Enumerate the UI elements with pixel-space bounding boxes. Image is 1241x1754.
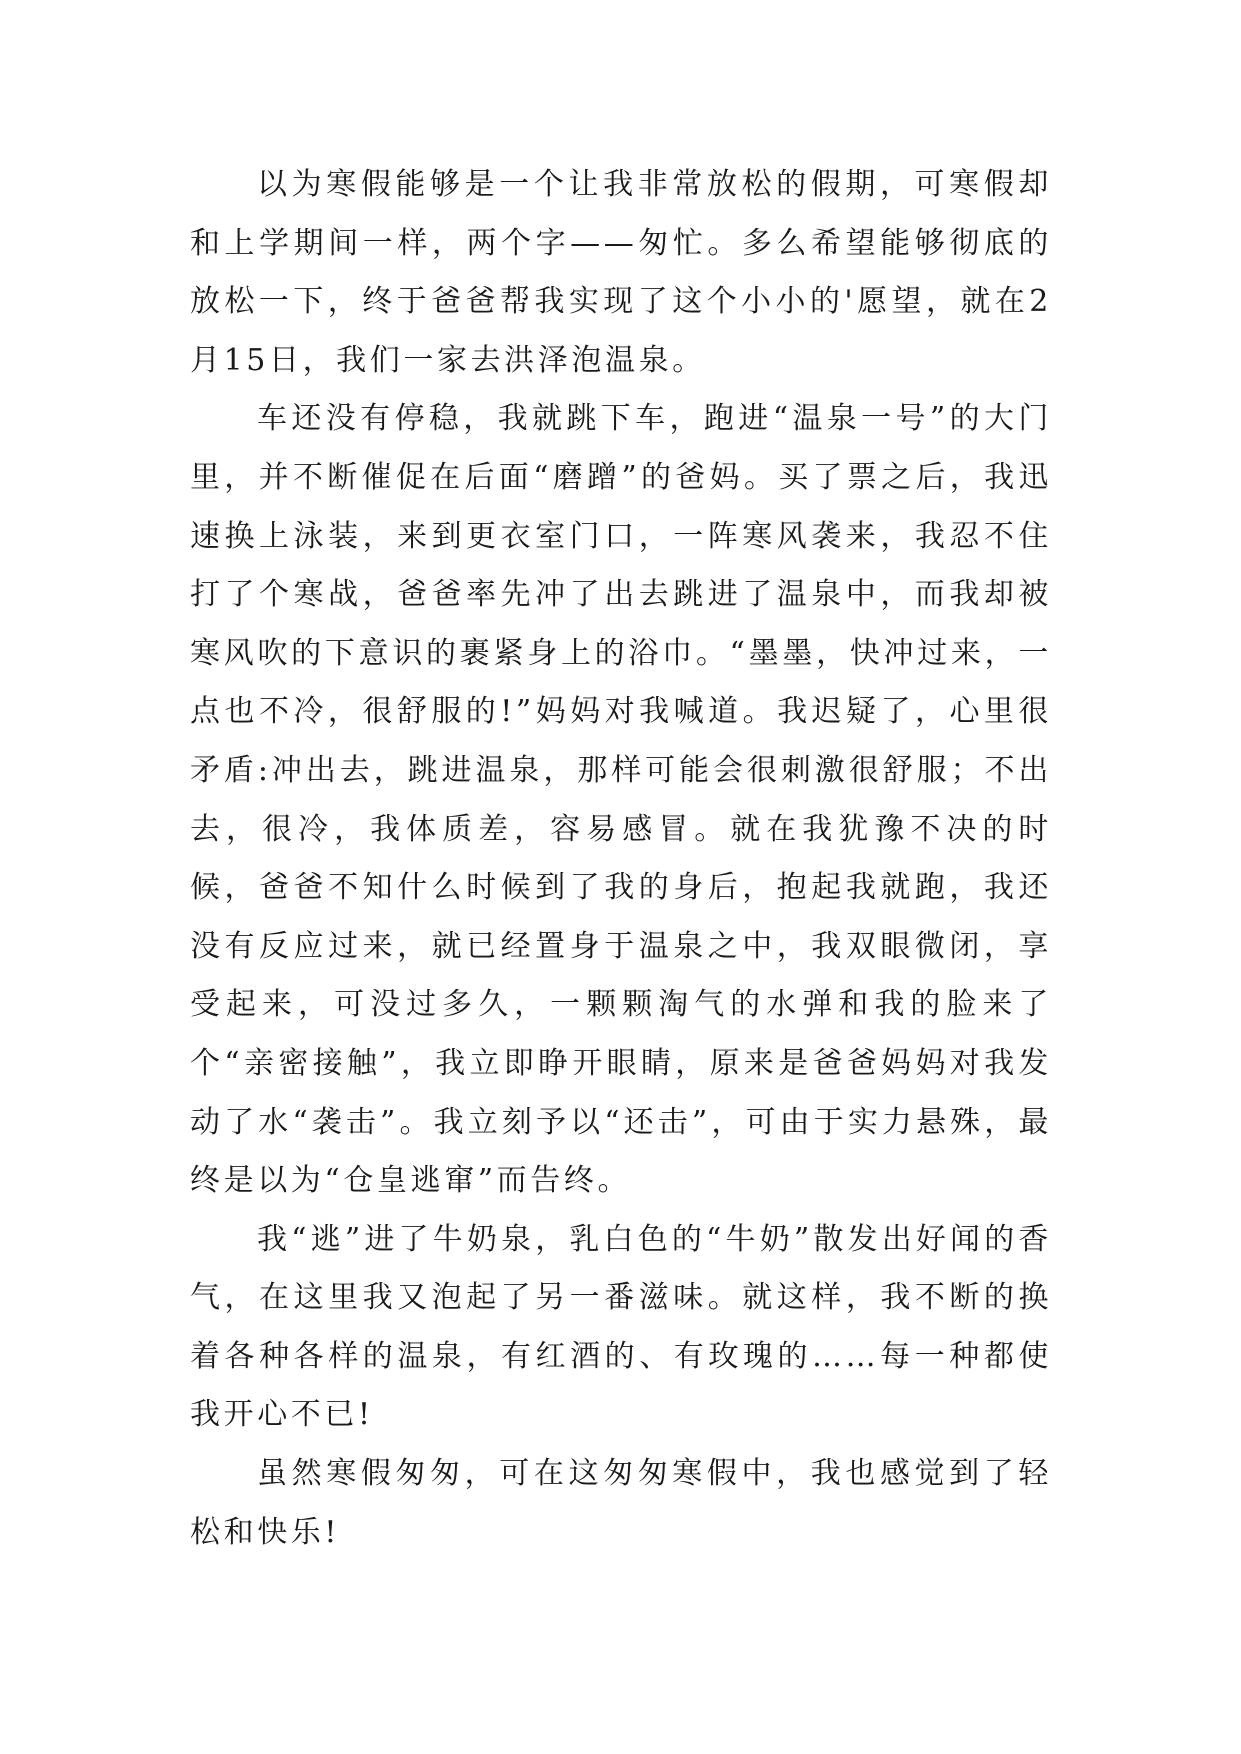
essay-body [190, 156, 1052, 1562]
paragraph-4: 虽然寒假匆匆，可在这匆匆寒假中，我也感觉到了轻松和快乐! [190, 1456, 1052, 1550]
paragraph-2: 车还没有停稳，我就跳下车，跑进“温泉一号”的大门里，并不断催促在后面“磨蹭”的爸妈。买了票之后，我迅速换上泳装，来到更衣室门口，一阵寒风袭来，我忍不住打了个寒战，爸爸率先冲了出去跳进了温泉中，而我却被寒风吹的下意识的裹紧身上的浴巾。“墨墨，快冲过来，一点也不冷，很舒服的!”妈妈对我喊道。我迟疑了，心里很矛盾:冲出去，跳进温泉，那样可能会很刺激很舒服；不出去，很冷，我体质差，容易感冒。就在我犹豫不决的时候，爸爸不知什么时候到了我的身后，抱起我就跑，我还没有反应过来，就已经置身于温泉之中，我双眼微闭，享受起来，可没过多久，一颗颗淘气的水弹和我的脸来了个“亲密接触”，我立即睁开眼睛，原来是爸爸妈妈对我发动了水“袭击”。我立刻予以“还击”，可由于实力悬殊，最终是以为“仓皇逃窜”而告终。 [190, 401, 1052, 1199]
paragraph-3: 我“逃”进了牛奶泉，乳白色的“牛奶”散发出好闻的香气，在这里我又泡起了另一番滋味。就这样，我不断的换着各种各样的温泉，有红酒的、有玫瑰的……每一种都使我开心不已! [190, 1221, 1052, 1433]
paragraph-1: 以为寒假能够是一个让我非常放松的假期，可寒假却和上学期间一样，两个字——匆忙。多么希望能够彻底的放松一下，终于爸爸帮我实现了这个小小的'愿望，就在2月15日，我们一家去洪泽泡温泉。 [190, 167, 1052, 378]
